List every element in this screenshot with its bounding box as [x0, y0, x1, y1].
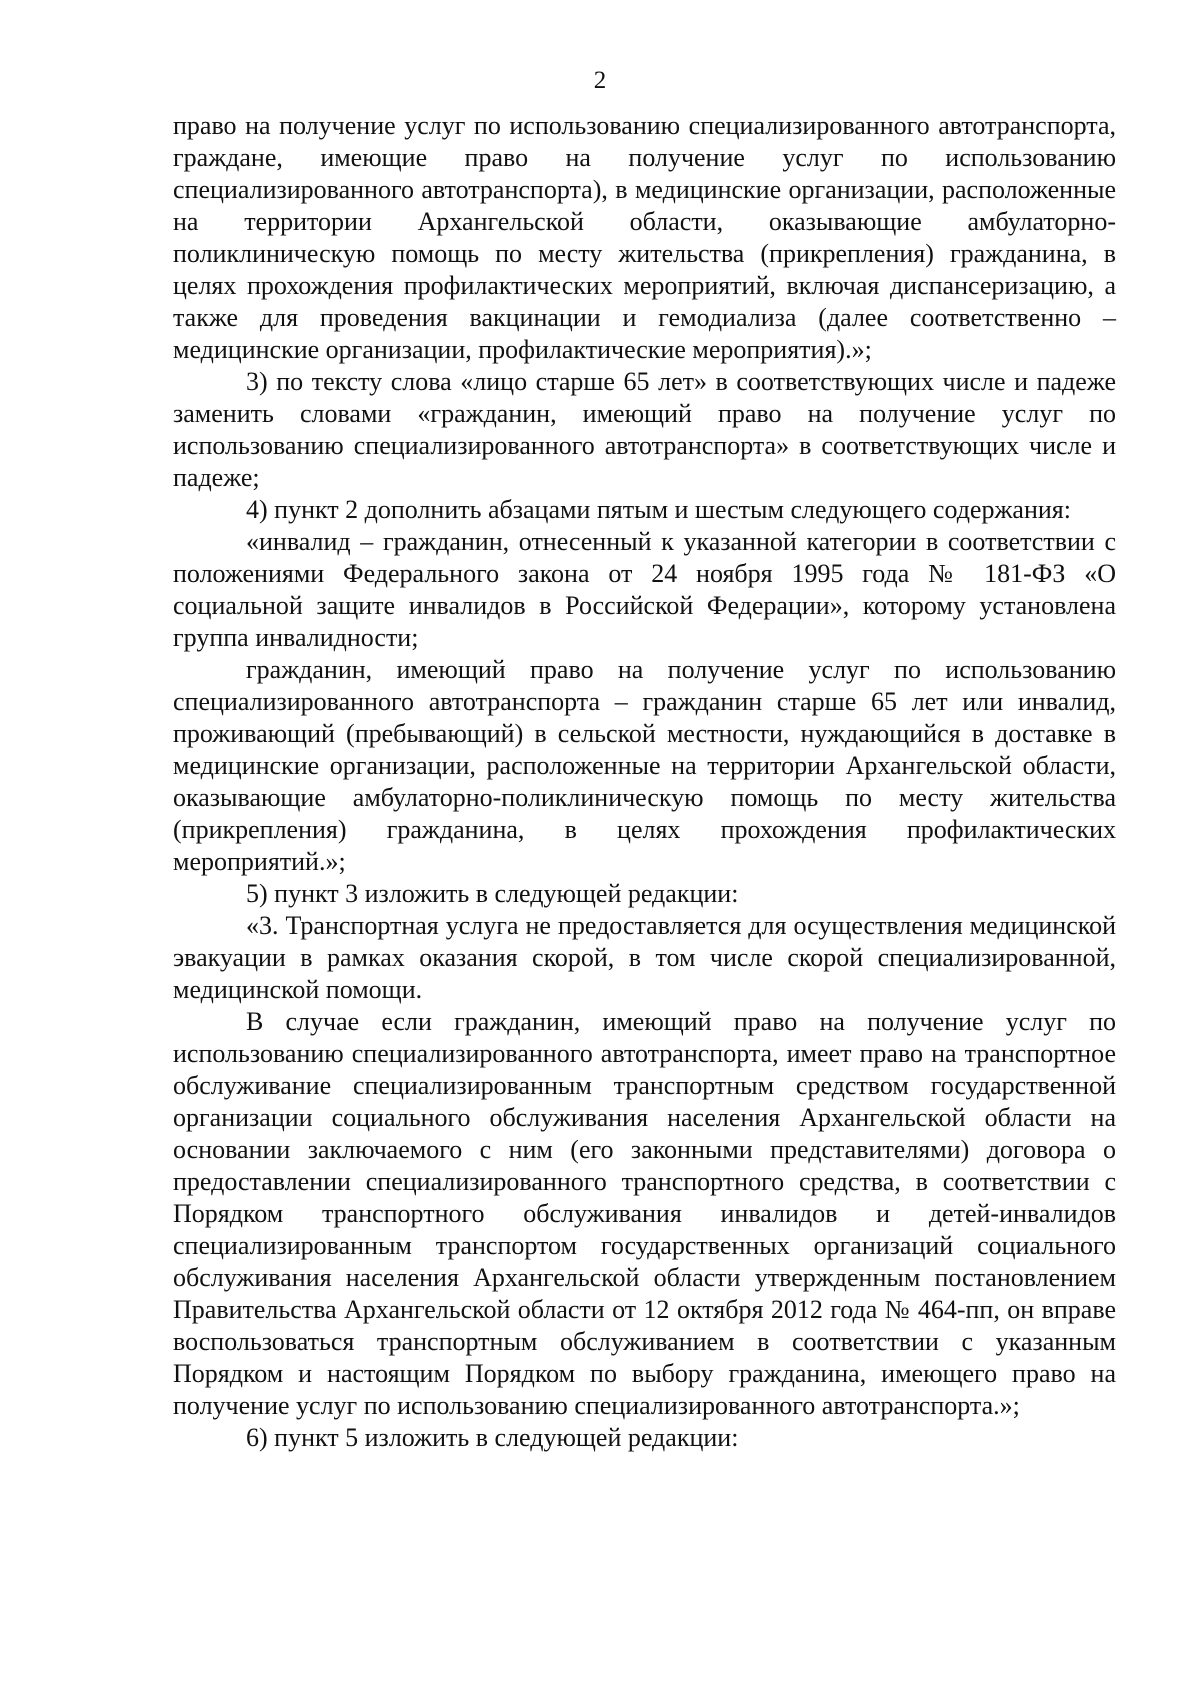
paragraph: В случае если гражданин, имеющий право на получение услуг по использованию специализированного автотранспорта, имеет право на транспортное обслуживание специализированным транспортным средством государственной организации социального обслуживания населения Архангельской области на основании заключаемого с ним (его законными представителями) договора о предоставлении специализированного транспортного средства, в соответствии с Порядком транспортного обслуживания инвалидов и детей-инвалидов специализированным транспортом государственных организаций социального обслуживания населения Архангельской области утвержденным постановлением Правительства Архангельской области от 12 октября 2012 года № 464-пп, он вправе воспользоваться транспортным обслуживанием в соответствии с указанным Порядком и настоящим Порядком по выбору гражданина, имеющего право на получение услуг по использованию специализированного автотранспорта.»;	[173, 1007, 1116, 1420]
paragraph: 5) пункт 3 изложить в следующей редакции:	[246, 879, 739, 908]
paragraph: право на получение услуг по использованию специализированного автотранспорта, граждане, имеющие право на получение услуг по использованию специализированного автотранспорта), в медицинские организации, расположенные на территории Архангельской области, оказывающие амбулаторно-поликлиническую помощь по месту жительства (прикрепления) гражданина, в целях прохождения профилактических мероприятий, включая диспансеризацию, а также для проведения вакцинации и гемодиализа (далее соответственно – медицинские организации, профилактические мероприятия).»;	[173, 111, 1116, 364]
paragraph: «3. Транспортная услуга не предоставляется для осуществления медицинской эвакуации в рамках оказания скорой, в том числе скорой специализированной, медицинской помощи.	[173, 911, 1116, 1004]
paragraph: 3) по тексту слова «лицо старше 65 лет» в соответствующих числе и падеже заменить словами «гражданин, имеющий право на получение услуг по использованию специализированного автотранспорта» в соответствующих числе и падеже;	[173, 367, 1116, 492]
paragraph: 4) пункт 2 дополнить абзацами пятым и шестым следующего содержания:	[246, 495, 1071, 524]
paragraph: гражданин, имеющий право на получение услуг по использованию специализированного автотранспорта – гражданин старше 65 лет или инвалид, проживающий (пребывающий) в сельской местности, нуждающийся в доставке в медицинские организации, расположенные на территории Архангельской области, оказывающие амбулаторно-поликлиническую помощь по месту жительства (прикрепления) гражданина, в целях прохождения профилактических мероприятий.»;	[173, 655, 1116, 876]
paragraph: «инвалид – гражданин, отнесенный к указанной категории в соответствии с положениями Федерального закона от 24 ноября 1995 года № 181-ФЗ «О социальной защите инвалидов в Российской Федерации», которому установлена группа инвалидности;	[173, 527, 1116, 652]
paragraph: 6) пункт 5 изложить в следующей редакции:	[246, 1423, 739, 1452]
page-number: 2	[593, 67, 607, 94]
document-body	[173, 110, 1116, 1454]
